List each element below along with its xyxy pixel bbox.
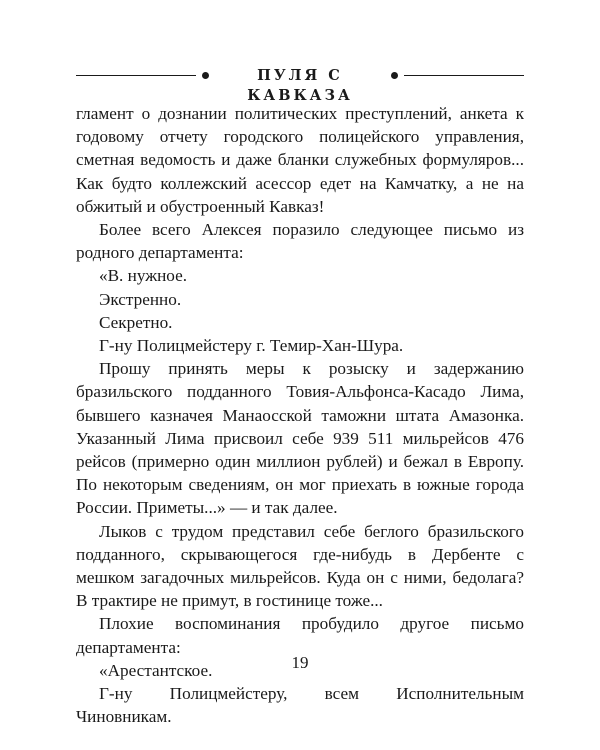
paragraph: Прошу принять меры к розыску и задержанию бразильского подданного Товия-Альфонса-Касадо Лима, бывшего казначея Манаосской таможни штата Амазонка. Указанный Лима присвоил себе 939 511 мильрейсов 476 рейсов (примерно один миллион рублей) и бежал в Европу. По некоторым сведениям, он мог приехать в южные города России. Приметы...» — и так далее. xyxy=(76,359,524,518)
header-rule-right xyxy=(404,75,524,76)
running-header xyxy=(76,64,524,104)
paragraph: гламент о дознании политических преступлений, анкета к годовому отчету городского полицейского управления, сметная ведомость и даже бланки служебных формуляров... Как будто коллежский асессор едет на Камчатку, а не на обжитый и обустроенный Кавказ! xyxy=(76,104,524,216)
header-bullet-right-icon xyxy=(391,72,398,79)
paragraph: Секретно. xyxy=(99,312,173,332)
page-number: 19 xyxy=(291,653,309,672)
paragraph: Более всего Алексея поразило следующее письмо из родного департамента: xyxy=(76,220,524,263)
paragraph: «В. нужное. xyxy=(99,266,188,286)
paragraph: «Арестантское. xyxy=(99,660,213,680)
header-rule-left xyxy=(76,75,196,76)
paragraph: Г-ну Полицмейстеру г. Темир-Хан-Шура. xyxy=(99,336,404,356)
running-header-title: ПУЛЯ С КАВКАЗА xyxy=(247,67,353,104)
paragraph: Г-ну Полицмейстеру, всем Исполнительным Чиновникам. xyxy=(76,684,524,727)
paragraph: Плохие воспоминания пробудило другое письмо департамента: xyxy=(76,614,524,657)
header-bullet-left-icon xyxy=(202,72,209,79)
paragraph: Лыков с трудом представил себе беглого бразильского подданного, скрывающегося где-нибудь в Дербенте с мешком загадочных мильрейсов. Куда он с ними, бедолага? В трактире не примут, в гостинице тоже... xyxy=(76,521,524,611)
paragraph: Экстренно. xyxy=(99,289,182,309)
body-text xyxy=(76,102,524,728)
